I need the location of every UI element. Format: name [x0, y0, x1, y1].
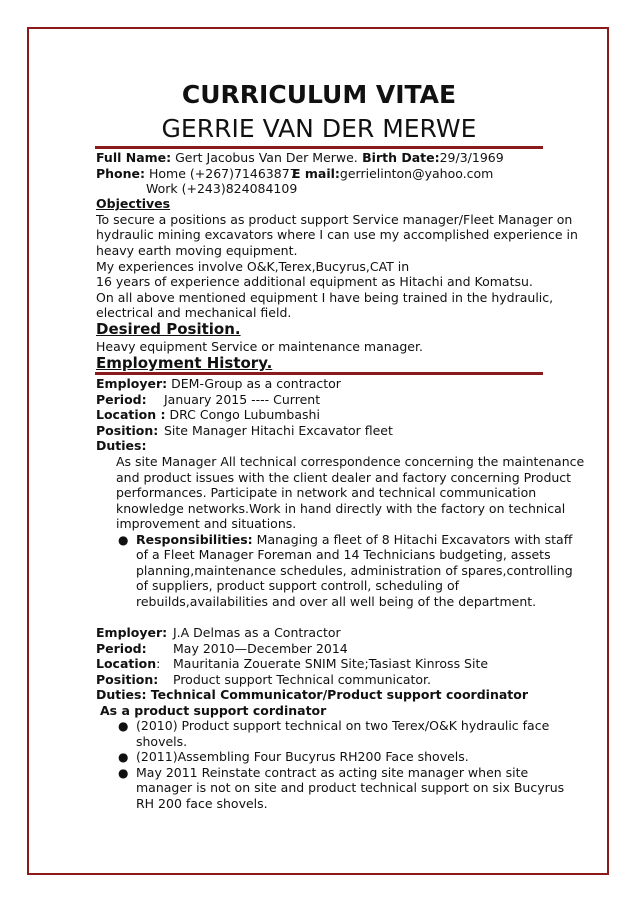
duties-subheading: As a product support cordinator [100, 703, 327, 718]
header-divider [95, 146, 543, 149]
duties-label: Duties: [96, 438, 147, 453]
responsibilities-line: of a Fleet Manager Foreman and 14 Technicians budgeting, assets [136, 547, 551, 562]
candidate-name: GERRIE VAN DER MERWE [161, 114, 477, 143]
job2-bullet-line: May 2011 Reinstate contract as acting site manager when site [136, 765, 529, 780]
duties-line: knowledge networks.Work in hand directly with the factory on technical [116, 501, 566, 516]
employer-label: Employer: [96, 376, 168, 391]
birth-date-label: Birth Date: [357, 150, 440, 165]
objectives-line: On all above mentioned equipment I have being trained in the hydraulic, [96, 290, 554, 305]
objectives-line: My experiences involve O&K,Terex,Bucyrus,CAT in [96, 259, 410, 274]
employer-label: Employer: [96, 625, 168, 640]
full-name-label: Full Name: [96, 150, 172, 165]
duties-line: and product issues with the client dealer and factory concerning Product [116, 470, 572, 485]
period-value: January 2015 ---- Current [164, 392, 321, 407]
desired-position-heading: Desired Position. [96, 320, 241, 338]
responsibilities-text: Managing a fleet of 8 Hitachi Excavators with staff [252, 532, 573, 547]
bullet-icon: ● [118, 750, 129, 764]
job2-bullet-line: shovels. [136, 734, 188, 749]
period-label: Period: [96, 392, 147, 407]
phone-label: Phone: [96, 166, 146, 181]
employer-value: J.A Delmas as a Contractor [173, 625, 341, 640]
objectives-line: electrical and mechanical field. [96, 305, 292, 320]
document-title: CURRICULUM VITAE [181, 80, 457, 109]
location-label: Location : [96, 407, 166, 422]
phone-home-value: Home (+267)71463877 [145, 166, 298, 181]
duties-line: As site Manager All technical correspondence concerning the maintenance [116, 454, 585, 469]
duties-line: performances. Participate in network and technical communication [116, 485, 537, 500]
location-value: DRC Congo Lubumbashi [165, 407, 320, 422]
duties-line: improvement and situations. [116, 516, 297, 531]
objectives-line: hydraulic mining excavators where I can use my accomplished experience in [96, 227, 578, 242]
responsibilities-line: of suppliers, product support controll, scheduling of [136, 578, 460, 593]
bullet-icon: ● [118, 766, 129, 780]
period-label: Period: [96, 641, 147, 656]
responsibilities-line: rebuilds,availabilities and over all well being of the department. [136, 594, 537, 609]
responsibilities-line [136, 532, 572, 548]
full-name-line [96, 150, 504, 166]
location-value: Mauritania Zouerate SNIM Site;Tasiast Kinross Site [173, 656, 489, 671]
desired-position-text: Heavy equipment Service or maintenance manager. [96, 339, 423, 354]
position-value: Product support Technical communicator. [173, 672, 432, 687]
position-value: Site Manager Hitachi Excavator fleet [164, 423, 393, 438]
location-label: Location [96, 656, 157, 671]
location-colon: : [156, 656, 161, 671]
job2-bullet-line: RH 200 face shovels. [136, 796, 268, 811]
objectives-line: heavy earth moving equipment. [96, 243, 298, 258]
bullet-icon: ● [118, 719, 129, 733]
objectives-line: To secure a positions as product support Service manager/Fleet Manager on [96, 212, 573, 227]
job2-bullet-line: (2010) Product support technical on two Terex/O&K hydraulic face [136, 718, 550, 733]
email-line [292, 166, 493, 182]
employment-divider [95, 372, 543, 375]
responsibilities-line: planning,maintenance schedules, administration of spares,controlling [136, 563, 573, 578]
job2-bullet-line: (2011)Assembling Four Bucyrus RH200 Face shovels. [136, 749, 469, 764]
position-label: Position: [96, 672, 159, 687]
period-value: May 2010—December 2014 [173, 641, 348, 656]
duties-heading: Duties: Technical Communicator/Product support coordinator [96, 687, 529, 702]
phone-line [96, 166, 298, 182]
bullet-icon: ● [118, 533, 129, 547]
work-phone: Work (+243)824084109 [146, 181, 298, 196]
responsibilities-label: Responsibilities: [136, 532, 253, 547]
employment-history-heading: Employment History. [96, 354, 273, 372]
job2-bullet-line: manager is not on site and product technical support on six Bucyrus [136, 780, 565, 795]
job2-location [96, 656, 160, 672]
objectives-line: 16 years of experience additional equipment as Hitachi and Komatsu. [96, 274, 533, 289]
job1-employer [96, 376, 341, 392]
email-label: E mail: [292, 166, 340, 181]
birth-date-value: 29/3/1969 [439, 150, 504, 165]
email-value: gerrielinton@yahoo.com [339, 166, 494, 181]
objectives-heading: Objectives [96, 196, 171, 211]
employer-value: DEM-Group as a contractor [167, 376, 341, 391]
full-name-value: Gert Jacobus Van Der Merwe. [171, 150, 358, 165]
job1-location [96, 407, 320, 423]
position-label: Position: [96, 423, 159, 438]
